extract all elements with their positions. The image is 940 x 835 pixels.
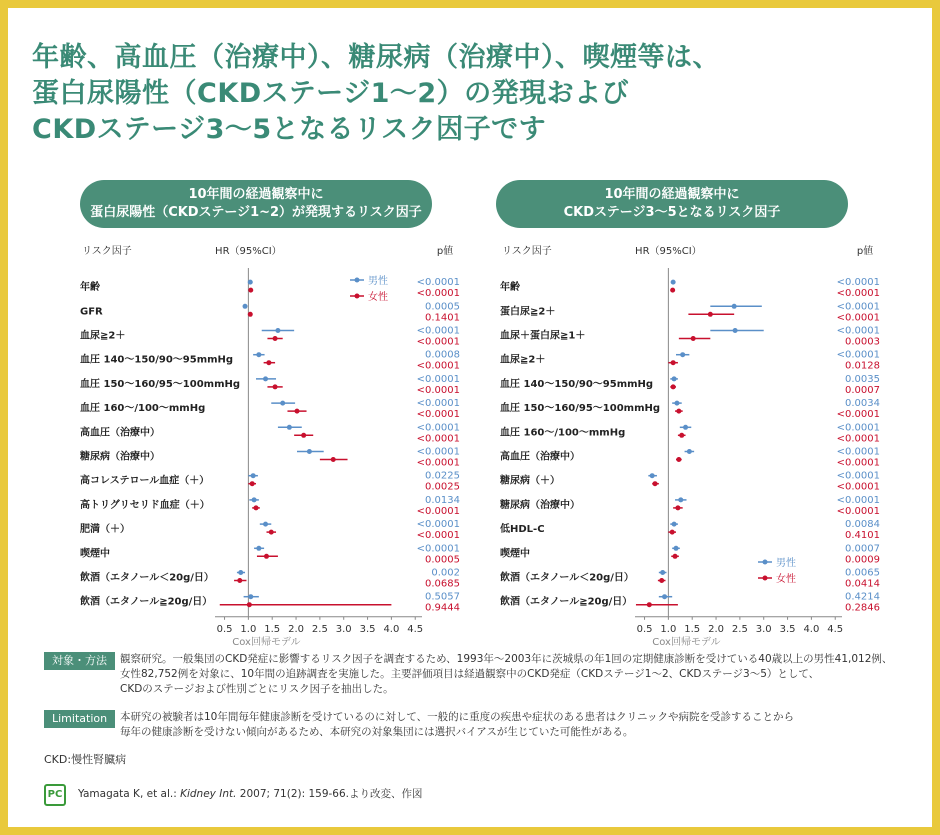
row-label: 肥満（＋） bbox=[80, 524, 130, 536]
x-tick-label: 4.5 bbox=[827, 623, 844, 635]
point-male bbox=[275, 328, 280, 333]
row-label: 血圧 150～160/95～100mmHg bbox=[500, 403, 661, 415]
p-value-female: <0.0001 bbox=[836, 409, 880, 421]
p-value-female: 0.0685 bbox=[425, 578, 460, 590]
row-label: 血尿≧2＋ bbox=[500, 354, 546, 366]
point-female bbox=[670, 530, 675, 535]
point-female bbox=[676, 409, 681, 414]
p-value-female: <0.0001 bbox=[416, 530, 460, 542]
x-axis-label: Cox回帰モデル bbox=[232, 636, 301, 648]
p-value-female: <0.0001 bbox=[836, 288, 880, 300]
p-value-male: <0.0001 bbox=[836, 301, 880, 313]
p-value-female: 0.2846 bbox=[845, 602, 880, 614]
p-value-male: 0.5057 bbox=[425, 591, 460, 603]
x-tick-label: 3.5 bbox=[359, 623, 376, 635]
legend-male-marker bbox=[763, 560, 768, 565]
p-value-female: <0.0001 bbox=[416, 360, 460, 372]
title-line: 蛋白尿陽性（CKDステージ1～2）の発現および bbox=[32, 78, 630, 109]
column-header-hr: HR（95%CI） bbox=[215, 246, 282, 257]
point-female bbox=[269, 530, 274, 535]
row-label: 高血圧（治療中） bbox=[80, 427, 160, 439]
limitation-text bbox=[120, 710, 920, 740]
citation-journal: Kidney Int. bbox=[180, 788, 237, 800]
point-female bbox=[264, 554, 269, 559]
point-male bbox=[263, 522, 268, 527]
point-female bbox=[250, 481, 255, 486]
methods-line: CKDのステージおよび性別ごとにリスク因子を抽出した。 bbox=[120, 683, 394, 695]
point-male bbox=[674, 546, 679, 551]
point-male bbox=[252, 497, 257, 502]
row-label: 年齢 bbox=[500, 282, 520, 294]
row-label: 飲酒（エタノール＜20g/日） bbox=[80, 572, 214, 584]
p-value-female: 0.0414 bbox=[845, 578, 880, 590]
x-tick-label: 4.0 bbox=[383, 623, 400, 635]
column-header-hr: HR（95%CI） bbox=[635, 246, 702, 257]
p-value-male: 0.0084 bbox=[845, 519, 880, 531]
point-female bbox=[331, 457, 336, 462]
row-label: 年齢 bbox=[80, 282, 100, 294]
x-tick-label: 2.5 bbox=[311, 623, 328, 635]
p-value-male: 0.002 bbox=[431, 567, 460, 579]
point-male bbox=[256, 546, 261, 551]
point-male bbox=[660, 570, 665, 575]
p-value-female: <0.0001 bbox=[416, 433, 460, 445]
methods-line: 女性82,752例を対象に、10年間の追跡調査を実施した。主要評価項目は経過観察中のCKD発症（CKDステージ1～2、CKDステージ3～5）として、 bbox=[120, 668, 820, 680]
point-female bbox=[676, 457, 681, 462]
x-tick-label: 1.0 bbox=[240, 623, 257, 635]
row-label: 低HDL-C bbox=[500, 524, 545, 536]
point-female bbox=[273, 336, 278, 341]
point-female bbox=[653, 481, 658, 486]
legend-female-label: 女性 bbox=[776, 574, 796, 585]
column-header-factor: リスク因子 bbox=[502, 246, 552, 257]
row-label: 喫煙中 bbox=[500, 548, 530, 560]
point-male bbox=[243, 304, 248, 309]
p-value-male: <0.0001 bbox=[416, 373, 460, 385]
point-female bbox=[708, 312, 713, 317]
p-value-male: 0.0134 bbox=[425, 494, 460, 506]
point-male bbox=[733, 328, 738, 333]
x-tick-label: 4.0 bbox=[803, 623, 820, 635]
point-female bbox=[247, 602, 252, 607]
point-male bbox=[672, 376, 677, 381]
row-label: 飲酒（エタノール＜20g/日） bbox=[500, 572, 634, 584]
point-female bbox=[248, 312, 253, 317]
point-male bbox=[732, 304, 737, 309]
row-label: 血圧 150～160/95～100mmHg bbox=[80, 378, 241, 390]
p-value-female: 0.4101 bbox=[845, 530, 880, 542]
p-value-female: 0.0003 bbox=[845, 336, 880, 348]
chart-title-line: CKDステージ3～5となるリスク因子 bbox=[563, 205, 781, 220]
p-value-female: <0.0001 bbox=[836, 481, 880, 493]
row-label: 糖尿病（＋） bbox=[500, 475, 560, 487]
point-male bbox=[248, 280, 253, 285]
p-value-female: <0.0001 bbox=[416, 409, 460, 421]
p-value-male: 0.0005 bbox=[425, 301, 460, 313]
x-tick-label: 3.5 bbox=[779, 623, 796, 635]
point-female bbox=[671, 360, 676, 365]
p-value-male: 0.4214 bbox=[845, 591, 880, 603]
p-value-female: <0.0001 bbox=[416, 384, 460, 396]
point-female bbox=[659, 578, 664, 583]
p-value-female: <0.0001 bbox=[416, 336, 460, 348]
x-tick-label: 1.0 bbox=[660, 623, 677, 635]
point-male bbox=[256, 352, 261, 357]
row-label: 飲酒（エタノール≧20g/日） bbox=[500, 596, 633, 608]
point-female bbox=[295, 409, 300, 414]
p-value-female: 0.1401 bbox=[425, 312, 460, 324]
citation bbox=[78, 786, 423, 802]
point-male bbox=[671, 280, 676, 285]
row-label: 血圧 140～150/90～95mmHg bbox=[500, 378, 654, 390]
legend-female-label: 女性 bbox=[368, 292, 388, 303]
legend-female-marker bbox=[355, 294, 360, 299]
forest-plot-right bbox=[490, 240, 890, 648]
x-axis-label: Cox回帰モデル bbox=[652, 636, 721, 648]
point-male bbox=[687, 449, 692, 454]
x-tick-label: 1.5 bbox=[264, 623, 281, 635]
column-header-p: p値 bbox=[436, 246, 454, 257]
point-female bbox=[675, 505, 680, 510]
x-tick-label: 2.0 bbox=[708, 623, 724, 635]
point-female bbox=[248, 288, 253, 293]
p-value-male: <0.0001 bbox=[836, 277, 880, 289]
page-title bbox=[32, 40, 912, 148]
point-male bbox=[287, 425, 292, 430]
legend-male-label: 男性 bbox=[368, 276, 388, 287]
chart-title-line: 10年間の経過観察中に bbox=[604, 187, 740, 202]
chart-title-line: 10年間の経過観察中に bbox=[188, 187, 324, 202]
row-label: 血圧 160～/100～mmHg bbox=[500, 427, 626, 439]
row-label: 喫煙中 bbox=[80, 548, 110, 560]
column-header-p: p値 bbox=[856, 246, 874, 257]
limitation-line: 本研究の被験者は10年間毎年健康診断を受けているのに対して、一般的に重度の疾患や症状のある患者はクリニックや病院を受診することから bbox=[120, 711, 795, 723]
x-tick-label: 3.0 bbox=[755, 623, 772, 635]
p-value-female: <0.0001 bbox=[836, 312, 880, 324]
column-header-factor: リスク因子 bbox=[82, 246, 132, 257]
point-male bbox=[674, 401, 679, 406]
x-tick-label: 4.5 bbox=[407, 623, 424, 635]
p-value-female: <0.0001 bbox=[836, 457, 880, 469]
title-line: 年齢、高血圧（治療中）、糖尿病（治療中）、喫煙等は、 bbox=[32, 42, 720, 73]
point-male bbox=[248, 594, 253, 599]
x-tick-label: 3.0 bbox=[335, 623, 352, 635]
row-label: 高コレステロール血症（＋） bbox=[80, 475, 210, 487]
p-value-male: <0.0001 bbox=[836, 349, 880, 361]
citation-prefix: Yamagata K, et al.: bbox=[78, 788, 181, 800]
point-female bbox=[679, 433, 684, 438]
point-female bbox=[647, 602, 652, 607]
p-value-male: <0.0001 bbox=[416, 325, 460, 337]
point-female bbox=[670, 288, 675, 293]
row-label: 蛋白尿≧2＋ bbox=[500, 306, 556, 318]
p-value-male: 0.0034 bbox=[845, 398, 880, 410]
p-value-male: 0.0007 bbox=[845, 543, 880, 555]
row-label: 血圧 140～150/90～95mmHg bbox=[80, 354, 234, 366]
row-label: 血尿≧2＋ bbox=[80, 330, 126, 342]
point-female bbox=[691, 336, 696, 341]
p-value-male: <0.0001 bbox=[416, 398, 460, 410]
p-value-male: <0.0001 bbox=[836, 494, 880, 506]
x-tick-label: 2.5 bbox=[731, 623, 748, 635]
x-tick-label: 1.5 bbox=[684, 623, 701, 635]
p-value-male: 0.0065 bbox=[845, 567, 880, 579]
pc-logo: PC bbox=[44, 784, 66, 806]
p-value-male: 0.0035 bbox=[845, 373, 880, 385]
p-value-male: <0.0001 bbox=[416, 277, 460, 289]
point-male bbox=[263, 376, 268, 381]
right-chart-title bbox=[496, 180, 848, 228]
point-female bbox=[237, 578, 242, 583]
legend-male-label: 男性 bbox=[776, 558, 796, 569]
methods-tag: 対象・方法 bbox=[44, 652, 115, 670]
p-value-male: <0.0001 bbox=[416, 446, 460, 458]
abbreviation-note: CKD:慢性腎臓病 bbox=[44, 753, 127, 766]
point-female bbox=[673, 554, 678, 559]
p-value-male: <0.0001 bbox=[416, 519, 460, 531]
methods-text bbox=[120, 652, 920, 697]
methods-line: 観察研究。一般集団のCKD発症に影響するリスク因子を調査するため、1993年～2003年に茨城県の年1回の定期健康診断を受けている40歳以上の男性41,012例、 bbox=[120, 653, 893, 665]
x-tick-label: 0.5 bbox=[636, 623, 653, 635]
legend-female-marker bbox=[763, 576, 768, 581]
point-male bbox=[251, 473, 256, 478]
forest-plot-left bbox=[70, 240, 470, 648]
title-line: CKDステージ3～5となるリスク因子です bbox=[32, 114, 547, 145]
p-value-female: 0.0128 bbox=[845, 360, 880, 372]
row-label: GFR bbox=[80, 306, 103, 318]
row-label: 血圧 160～/100～mmHg bbox=[80, 403, 206, 415]
p-value-female: <0.0001 bbox=[416, 288, 460, 300]
point-male bbox=[238, 570, 243, 575]
left-chart-title bbox=[80, 180, 432, 228]
point-male bbox=[680, 352, 685, 357]
p-value-female: <0.0001 bbox=[416, 505, 460, 517]
point-male bbox=[650, 473, 655, 478]
row-label: 血尿＋蛋白尿≧1＋ bbox=[500, 330, 586, 342]
point-male bbox=[280, 401, 285, 406]
p-value-male: 0.0008 bbox=[425, 349, 460, 361]
row-label: 高トリグリセリド血症（＋） bbox=[80, 499, 210, 511]
point-female bbox=[273, 384, 278, 389]
limitation-line: 毎年の健康診断を受けない傾向があるため、本研究の対象集団には選択バイアスが生じていた可能性がある。 bbox=[120, 726, 634, 738]
p-value-female: <0.0001 bbox=[836, 505, 880, 517]
point-female bbox=[671, 384, 676, 389]
point-male bbox=[672, 522, 677, 527]
p-value-male: <0.0001 bbox=[836, 446, 880, 458]
point-female bbox=[254, 505, 259, 510]
p-value-female: <0.0001 bbox=[416, 457, 460, 469]
p-value-male: <0.0001 bbox=[416, 543, 460, 555]
p-value-male: <0.0001 bbox=[836, 470, 880, 482]
p-value-female: 0.0009 bbox=[845, 554, 880, 566]
point-male bbox=[662, 594, 667, 599]
p-value-female: 0.0025 bbox=[425, 481, 460, 493]
point-female bbox=[301, 433, 306, 438]
row-label: 高血圧（治療中） bbox=[500, 451, 580, 463]
x-tick-label: 0.5 bbox=[216, 623, 233, 635]
x-tick-label: 2.0 bbox=[288, 623, 304, 635]
p-value-male: <0.0001 bbox=[836, 325, 880, 337]
p-value-male: <0.0001 bbox=[836, 422, 880, 434]
row-label: 飲酒（エタノール≧20g/日） bbox=[80, 596, 213, 608]
row-label: 糖尿病（治療中） bbox=[80, 451, 160, 463]
p-value-male: 0.0225 bbox=[425, 470, 460, 482]
point-male bbox=[683, 425, 688, 430]
limitation-tag: Limitation bbox=[44, 710, 115, 728]
p-value-male: <0.0001 bbox=[416, 422, 460, 434]
row-label: 糖尿病（治療中） bbox=[500, 499, 580, 511]
p-value-female: 0.0007 bbox=[845, 384, 880, 396]
legend-male-marker bbox=[355, 278, 360, 283]
citation-suffix: 2007; 71(2): 159-66.より改変、作図 bbox=[236, 788, 423, 800]
point-male bbox=[678, 497, 683, 502]
p-value-female: <0.0001 bbox=[836, 433, 880, 445]
point-male bbox=[307, 449, 312, 454]
point-female bbox=[266, 360, 271, 365]
p-value-female: 0.9444 bbox=[425, 602, 460, 614]
chart-title-line: 蛋白尿陽性（CKDステージ1~2）が発現するリスク因子 bbox=[90, 205, 422, 220]
p-value-female: 0.0005 bbox=[425, 554, 460, 566]
